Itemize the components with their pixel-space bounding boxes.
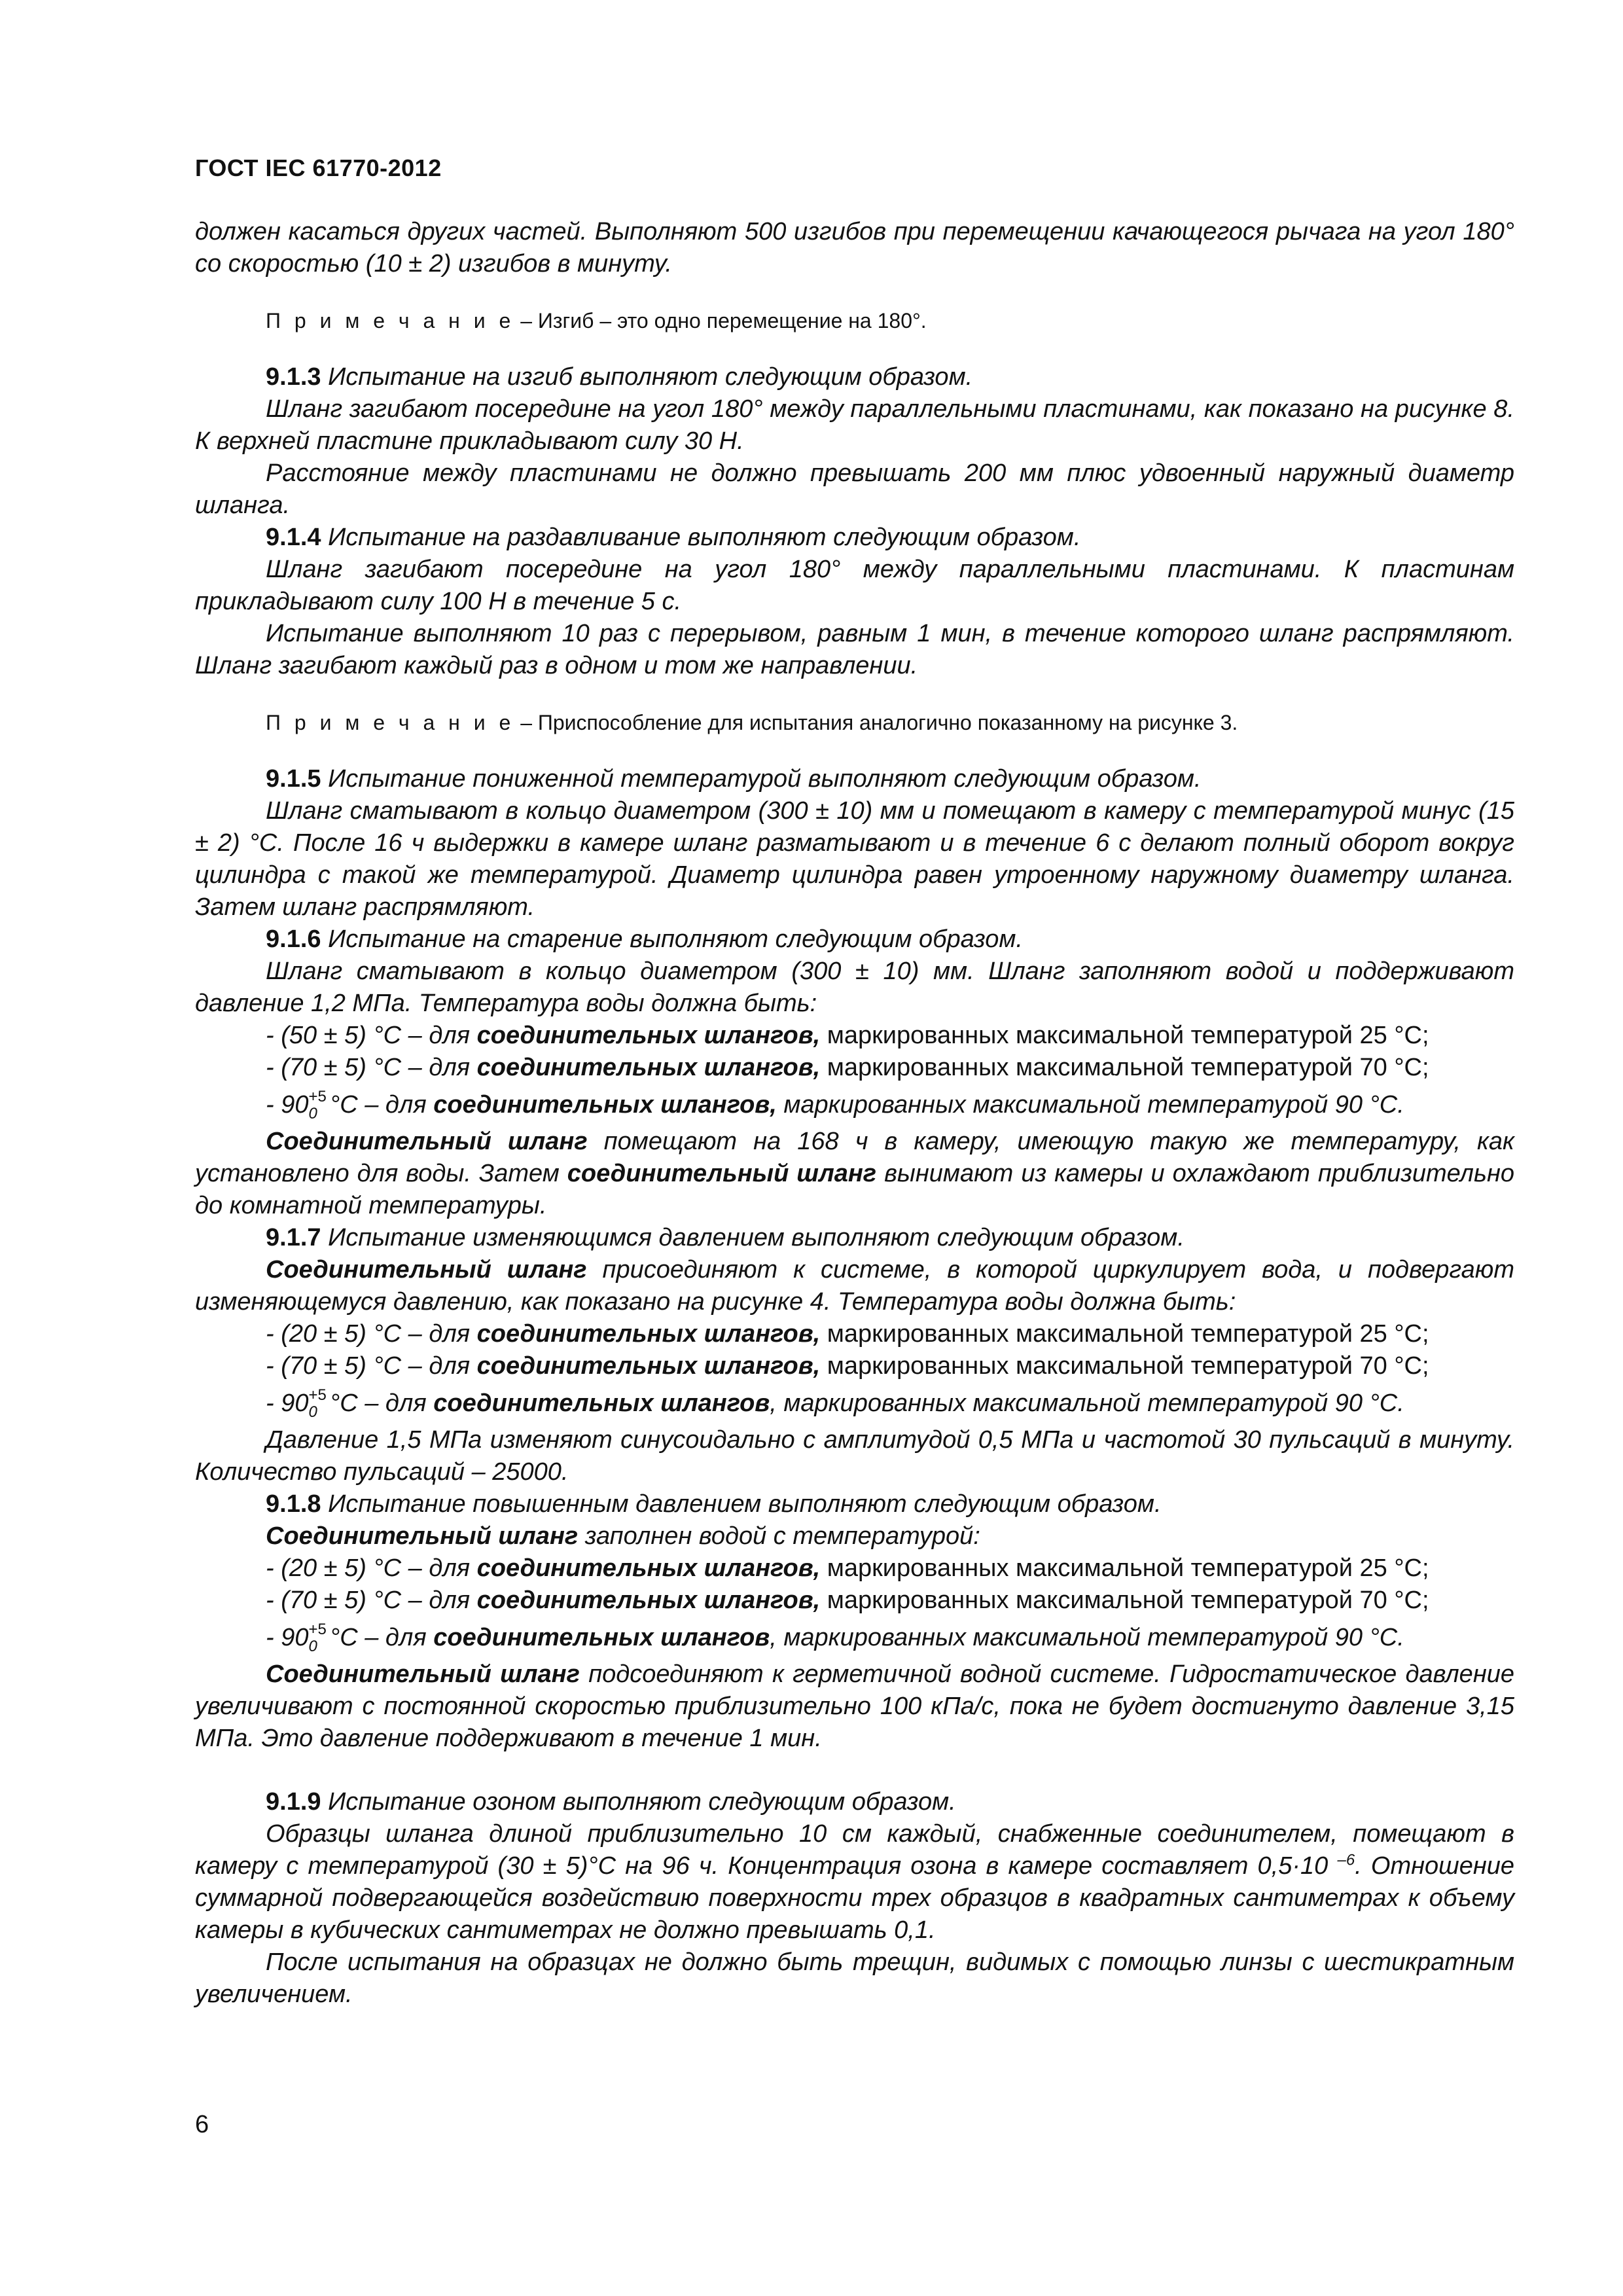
section-title: Испытание озоном выполняют следующим образом.: [321, 1788, 956, 1816]
note-label: П р и м е ч а н и е: [266, 309, 515, 332]
list-item: [195, 1585, 1514, 1617]
note-text: – Приспособление для испытания аналогично показанному на рисунке 3.: [514, 711, 1238, 734]
paragraph: Шланг сматывают в кольцо диаметром (300 ± 10) мм и помещают в камеру с температурой минус (15 ± 2) °С. После 16 ч выдержки в камере шланг разматывают и в течение 6 с делают полный оборот вокруг цилиндра с такой же температурой. Диаметр цилиндра равен утроенному наружному диаметру шланга. Затем шланг распрямляют.: [195, 797, 1514, 921]
section-9-1-6-heading: [195, 924, 1514, 956]
list-item-prefix: °С – для: [323, 1624, 434, 1651]
list-item-prefix: - (20 ± 5) °С – для: [266, 1554, 477, 1582]
page-number: 6: [195, 2111, 209, 2138]
section-title: Испытание на раздавливание выполняют следующим образом.: [321, 524, 1081, 551]
text: . Отношение суммарной подвергающейся воздействию поверхности трех образцов в квадратных сантиметрах к объему камеры в кубических сантиметрах не должно превышать 0,1.: [195, 1852, 1514, 1944]
exponent: –6: [1337, 1851, 1355, 1869]
note: [195, 306, 1514, 335]
section-number: 9.1.3: [266, 363, 321, 391]
section-number: 9.1.4: [266, 524, 321, 551]
list-item-text: маркированных максимальной температурой 70 °С;: [820, 1054, 1429, 1081]
section-title: Испытание на изгиб выполняют следующим образом.: [321, 363, 973, 391]
text: Образцы шланга длиной приблизительно 10 см каждый, снабженные соединителем, помещают в камеру с температурой (30 ± 5)°С на 96 ч. Концентрация озона в камере составляет 0,5·10: [195, 1820, 1514, 1880]
list-item-prefix: - 90: [266, 1624, 309, 1651]
text: подсоединяют к герметичной водной системе. Гидростатическое давление увеличивают с постоянной скоростью приблизительно 100 кПа/с, пока не будет достигнуто давление 3,15 МПа. Это давление поддерживают в течение 1 мин.: [195, 1660, 1514, 1752]
list-item-prefix: °С – для: [323, 1091, 434, 1119]
section-9-1-9-heading: [195, 1786, 1514, 1818]
list-item-prefix: - (70 ± 5) °С – для: [266, 1352, 477, 1380]
tolerance-lower: 0: [308, 1637, 317, 1655]
tolerance-upper: +5: [308, 1087, 327, 1105]
section-title: Испытание повышенным давлением выполняют следующим образом.: [321, 1490, 1162, 1518]
tolerance-upper: +5: [308, 1386, 327, 1404]
list-item-prefix: °С – для: [323, 1390, 434, 1417]
paragraph: [195, 1126, 1514, 1222]
tolerance: [308, 1620, 327, 1655]
list-item-term: соединительных шлангов,: [476, 1587, 821, 1614]
list-item-term: соединительных шлангов,: [476, 1554, 821, 1582]
list-item-term: соединительных шлангов,: [433, 1091, 777, 1119]
tolerance-lower: 0: [308, 1403, 317, 1421]
list-item-text: маркированных максимальной температурой 70 °С;: [820, 1587, 1429, 1614]
text: заполнен водой с температурой:: [578, 1522, 980, 1550]
paragraph: Испытание выполняют 10 раз с перерывом, равным 1 мин, в течение которого шланг распрямляют. Шланг загибают каждый раз в одном и том же направлении.: [195, 620, 1514, 679]
list-item-prefix: - (20 ± 5) °С – для: [266, 1320, 477, 1348]
list-item-text: , маркированных максимальной температурой 90 °С.: [770, 1624, 1404, 1651]
list-item-prefix: - (70 ± 5) °С – для: [266, 1587, 477, 1614]
tolerance-lower: 0: [308, 1104, 317, 1122]
paragraph: [195, 1659, 1514, 1755]
list-item: [195, 1617, 1514, 1659]
section-9-1-4-heading: [195, 522, 1514, 554]
list-item: [195, 1084, 1514, 1126]
section-9-1-8-heading: [195, 1488, 1514, 1520]
list-item: [195, 1020, 1514, 1052]
term: Соединительный шланг: [266, 1660, 580, 1688]
paragraph: должен касаться других частей. Выполняют 500 изгибов при перемещении качающегося рычага на угол 180° со скоростью (10 ± 2) изгибов в минуту.: [195, 218, 1514, 278]
note-text: – Изгиб – это одно перемещение на 180°.: [514, 309, 927, 332]
document-body: [195, 216, 1514, 2011]
text: вынимают из камеры и охлаждают приблизительно до комнатной температуры.: [195, 1160, 1514, 1219]
paragraph: [195, 1254, 1514, 1318]
term: Соединительный шланг: [266, 1128, 588, 1155]
list-item: [195, 1552, 1514, 1585]
paragraph: После испытания на образцах не должно быть трещин, видимых с помощью линзы с шестикратным увеличением.: [195, 1948, 1514, 2008]
list-item-term: соединительных шлангов,: [476, 1022, 821, 1049]
list-item-term: соединительных шлангов: [433, 1390, 770, 1417]
section-number: 9.1.7: [266, 1224, 321, 1251]
list-item-text: маркированных максимальной температурой 25 °С;: [820, 1554, 1429, 1582]
list-item-text: маркированных максимальной температурой 90 °С.: [776, 1091, 1404, 1119]
term: Соединительный шланг: [266, 1256, 587, 1283]
list-item-prefix: - 90: [266, 1390, 309, 1417]
section-number: 9.1.6: [266, 925, 321, 953]
paragraph: Давление 1,5 МПа изменяют синусоидально с амплитудой 0,5 МПа и частотой 30 пульсаций в минуту. Количество пульсаций – 25000.: [195, 1426, 1514, 1486]
section-number: 9.1.9: [266, 1788, 321, 1816]
text: присоединяют к системе, в которой циркулирует вода, и подвергают изменяющемуся давлению, как показано на рисунке 4. Температура воды должна быть:: [195, 1256, 1515, 1316]
list-item-prefix: - (70 ± 5) °С – для: [266, 1054, 477, 1081]
paragraph: [195, 1818, 1514, 1946]
list-item-text: маркированных максимальной температурой 25 °С;: [820, 1022, 1429, 1049]
list-item: [195, 1382, 1514, 1424]
list-item: [195, 1350, 1514, 1382]
list-item-term: соединительных шлангов,: [476, 1320, 821, 1348]
section-title: Испытание на старение выполняют следующим образом.: [321, 925, 1023, 953]
list-item-text: , маркированных максимальной температурой 90 °С.: [770, 1390, 1404, 1417]
section-number: 9.1.5: [266, 765, 321, 793]
paragraph: Шланг загибают посередине на угол 180° между параллельными пластинами. К пластинам прикладывают силу 100 Н в течение 5 с.: [195, 556, 1514, 615]
paragraph: Шланг загибают посередине на угол 180° между параллельными пластинами, как показано на рисунке 8. К верхней пластине прикладывают силу 30 Н.: [195, 395, 1514, 455]
paragraph: Расстояние между пластинами не должно превышать 200 мм плюс удвоенный наружный диаметр шланга.: [195, 459, 1514, 519]
note: [195, 708, 1514, 737]
tolerance: [308, 1386, 327, 1421]
tolerance: [308, 1087, 327, 1122]
term: соединительный шланг: [567, 1160, 877, 1187]
paragraph: [195, 1520, 1514, 1552]
list-item-text: маркированных максимальной температурой 70 °С;: [820, 1352, 1429, 1380]
paragraph: Шланг сматывают в кольцо диаметром (300 ± 10) мм. Шланг заполняют водой и поддерживают давление 1,2 МПа. Температура воды должна быть:: [195, 958, 1514, 1017]
section-title: Испытание изменяющимся давлением выполняют следующим образом.: [321, 1224, 1185, 1251]
section-number: 9.1.8: [266, 1490, 321, 1518]
list-item: [195, 1052, 1514, 1084]
text: помещают на 168 ч в камеру, имеющую такую же температуру, как установлено для воды. Затем: [195, 1128, 1514, 1187]
section-title: Испытание пониженной температурой выполняют следующим образом.: [321, 765, 1202, 793]
tolerance-upper: +5: [308, 1620, 327, 1638]
term: Соединительный шланг: [266, 1522, 579, 1550]
document-header: ГОСТ IEC 61770-2012: [195, 154, 442, 181]
list-item: [195, 1318, 1514, 1350]
section-9-1-7-heading: [195, 1222, 1514, 1254]
list-item-term: соединительных шлангов: [433, 1624, 770, 1651]
list-item-prefix: - 90: [266, 1091, 309, 1119]
section-9-1-5-heading: [195, 763, 1514, 795]
list-item-term: соединительных шлангов,: [476, 1054, 821, 1081]
list-item-text: маркированных максимальной температурой 25 °С;: [820, 1320, 1429, 1348]
list-item-prefix: - (50 ± 5) °С – для: [266, 1022, 477, 1049]
section-9-1-3-heading: [195, 361, 1514, 393]
list-item-term: соединительных шлангов,: [476, 1352, 821, 1380]
note-label: П р и м е ч а н и е: [266, 711, 515, 734]
